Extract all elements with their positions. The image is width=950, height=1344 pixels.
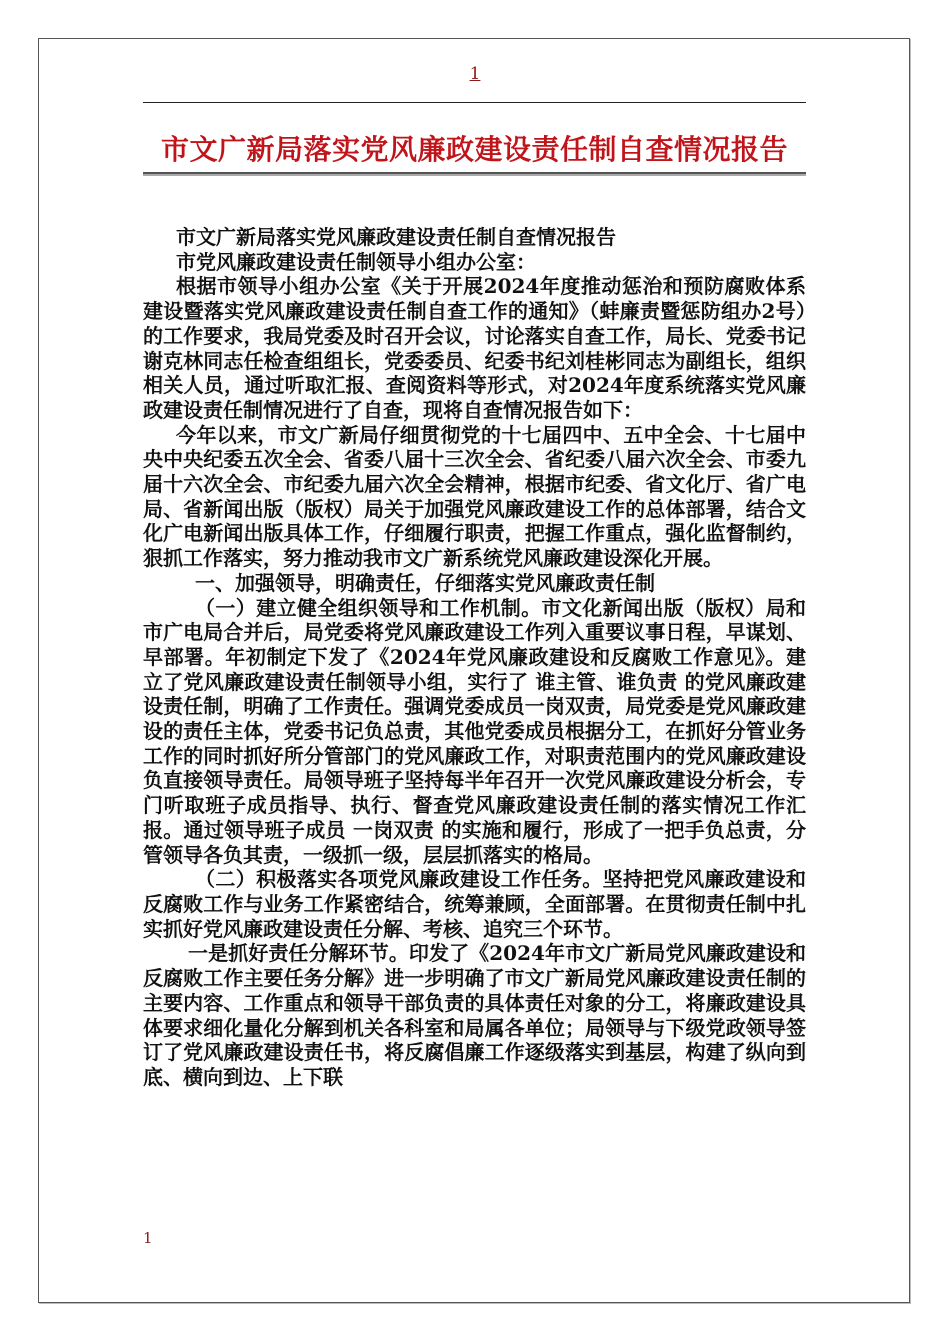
header-rule bbox=[143, 102, 806, 103]
document-body bbox=[143, 225, 806, 1090]
paragraph: 根据市领导小组办公室《关于开展2024年度推动惩治和预防腐败体系建设暨落实党风廉政建设责任制自查工作的通知》（蚌廉责暨惩防组办2号）的工作要求，我局党委及时召开会议，讨论落实自查工作，局长、党委书记谢克林同志任检查组组长，党委委员、纪委书纪刘桂彬同志为副组长，组织相关人员，通过听取汇报、查阅资料等形式，对2024年度系统落实党风廉政建设责任制情况进行了自查，现将自查情况报告如下： bbox=[143, 274, 806, 422]
paragraph-addressee: 市党风廉政建设责任制领导小组办公室： bbox=[176, 249, 536, 274]
header-page-number: 1 bbox=[469, 64, 481, 84]
paragraph: 今年以来，市文广新局仔细贯彻党的十七届四中、五中全会、十七届中央中央纪委五次全会、省委八届十三次全会、省纪委八届六次全会、市委九届十六次全会、市纪委九届六次全会精神，根据市纪委、省文化厅、省广电局、省新闻出版（版权）局关于加强党风廉政建设工作的总体部署，结合文化广电新闻出版具体工作，仔细履行职责，把握工作重点，强化监督制约，狠抓工作落实，努力推动我市文广新系统党风廉政建设深化开展。 bbox=[143, 422, 806, 571]
paragraph: （一）建立健全组织领导和工作机制。市文化新闻出版（版权）局和市广电局合并后，局党委将党风廉政建设工作列入重要议事日程，早谋划、早部署。年初制定下发了《2024年党风廉政建设和反腐败工作意见》。建立了党风廉政建设责任制领导小组，实行了 谁主管、谁负责 的党风廉政建设责任制，明确了工作责任。强调党委成员一岗双责，局党委是党风廉政建设的责任主体，党委书记负总责，其他党委成员根据分工，在抓好分管业务工作的同时抓好所分管部门的党风廉政工作，对职责范围内的党风廉政建设负直接领导责任。局领导班子坚持每半年召开一次党风廉政建设分析会，专门听取班子成员指导、执行、督查党风廉政建设责任制的落实情况工作汇报。通过领导班子成员 一岗双责 的实施和履行，形成了一把手负总责，分管领导各负其责，一级抓一级，层层抓落实的格局。 bbox=[143, 595, 806, 867]
document-title: 市文广新局落实党风廉政建设责任制自查情况报告 bbox=[160, 133, 788, 166]
paragraph: （二）积极落实各项党风廉政建设工作任务。坚持把党风廉政建设和反腐败工作与业务工作紧密结合，统筹兼顾，全面部署。在贯彻责任制中扎实抓好党风廉政建设责任分解、考核、追究三个环节。 bbox=[143, 867, 806, 941]
footer-page-number: 1 bbox=[143, 1229, 153, 1247]
title-rule bbox=[143, 172, 806, 174]
paragraph-heading: 市文广新局落实党风廉政建设责任制自查情况报告 bbox=[176, 225, 616, 249]
section-heading: 一、加强领导，明确责任，仔细落实党风廉政责任制 bbox=[195, 570, 655, 595]
paragraph: 一是抓好责任分解环节。印发了《2024年市文广新局党风廉政建设和反腐败工作主要任务分解》进一步明确了市文广新局党风廉政建设责任制的主要内容、工作重点和领导干部负责的具体责任对象的分工，将廉政建设具体要求细化量化分解到机关各科室和局属各单位；局领导与下级党政领导签订了党风廉政建设责任书，将反腐倡廉工作逐级落实到基层，构建了纵向到底、横向到边、上下联 bbox=[143, 941, 806, 1089]
